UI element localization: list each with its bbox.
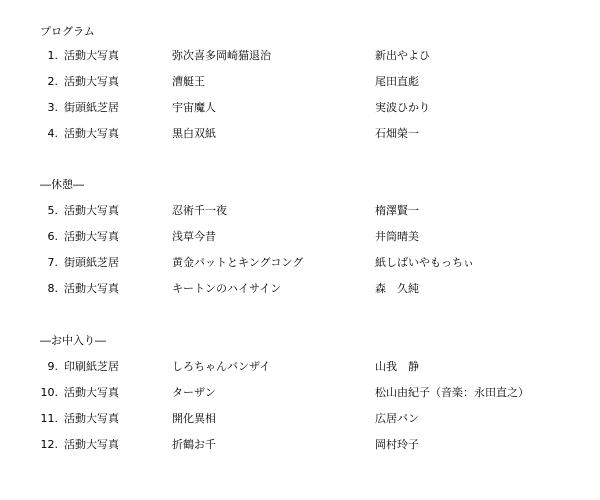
item-title: 浅草今昔 (172, 230, 216, 243)
program-row (0, 101, 600, 115)
item-number: 2. (47, 75, 58, 88)
item-title: 弥次喜多岡崎猫退治 (172, 49, 271, 62)
item-category: 活動大写真 (64, 282, 119, 295)
item-title: しろちゃんバンザイ (172, 360, 271, 373)
item-title: キートンのハイサイン (172, 282, 282, 295)
program-row (0, 230, 600, 244)
program-row (0, 127, 600, 141)
item-title: 黄金バットとキングコング (172, 256, 304, 269)
item-performer: 山我 静 (375, 360, 419, 373)
program-row (0, 412, 600, 426)
item-number: 3. (47, 101, 58, 114)
item-category: 活動大写真 (64, 75, 119, 88)
item-number: 4. (47, 127, 58, 140)
item-category: 街頭紙芝居 (64, 101, 119, 114)
program-row (0, 360, 600, 374)
item-performer: 森 久純 (375, 282, 419, 295)
item-title: 宇宙魔人 (172, 101, 216, 114)
item-category: 活動大写真 (64, 127, 119, 140)
item-title: 開化異相 (172, 412, 216, 425)
item-category: 活動大写真 (64, 204, 119, 217)
item-category: 活動大写真 (64, 438, 119, 451)
item-performer: 実波ひかり (375, 101, 430, 114)
item-number: 7. (47, 256, 58, 269)
program-row (0, 438, 600, 452)
program-row (0, 75, 600, 89)
item-performer: 広居バン (375, 412, 419, 425)
program-row (0, 256, 600, 270)
item-title: 黒白双紙 (172, 127, 216, 140)
item-number: 11. (40, 412, 58, 425)
item-performer: 松山由紀子（音楽：永田直之） (375, 386, 529, 399)
item-number: 12. (40, 438, 58, 451)
item-number: 1. (47, 49, 58, 62)
item-performer: 尾田直彪 (375, 75, 419, 88)
item-title: 漕艇王 (172, 75, 205, 88)
item-title: ターザン (172, 386, 216, 399)
item-number: 8. (47, 282, 58, 295)
item-title: 折鶴お千 (172, 438, 216, 451)
item-number: 9. (47, 360, 58, 373)
item-category: 印刷紙芝居 (64, 360, 119, 373)
item-number: 5. (47, 204, 58, 217)
section-heading: ―お中入り― (40, 334, 106, 347)
program-row (0, 49, 600, 63)
item-performer: 紙しばいやもっちぃ (375, 256, 474, 269)
item-performer: 井筒晴美 (375, 230, 419, 243)
item-category: 活動大写真 (64, 230, 119, 243)
section-heading: ―休憩― (40, 178, 84, 191)
item-number: 10. (40, 386, 58, 399)
item-performer: 楕澤賢一 (375, 204, 419, 217)
item-performer: 石畑榮一 (375, 127, 419, 140)
item-title: 忍術千一夜 (172, 204, 227, 217)
item-performer: 岡村玲子 (375, 438, 419, 451)
item-performer: 新出やよひ (375, 49, 430, 62)
item-category: 活動大写真 (64, 49, 119, 62)
item-number: 6. (47, 230, 58, 243)
program-row (0, 386, 600, 400)
program-row (0, 204, 600, 218)
item-category: 街頭紙芝居 (64, 256, 119, 269)
program-row (0, 282, 600, 296)
item-category: 活動大写真 (64, 386, 119, 399)
page-title: プログラム (40, 25, 95, 38)
item-category: 活動大写真 (64, 412, 119, 425)
